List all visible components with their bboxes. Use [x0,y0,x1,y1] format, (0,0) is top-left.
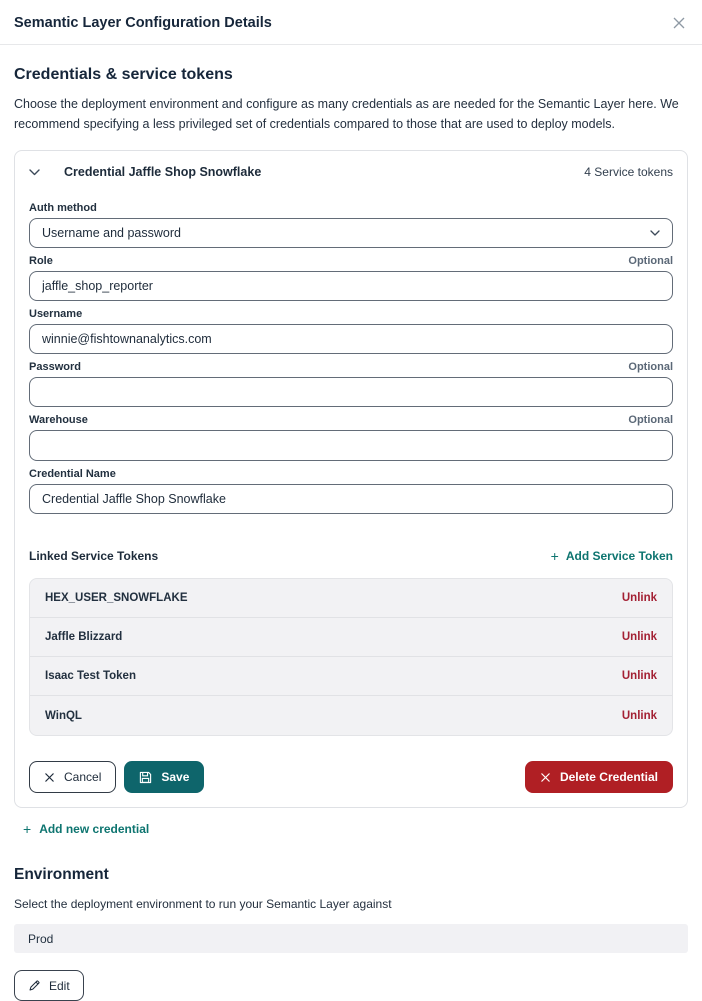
token-name: Jaffle Blizzard [45,631,123,643]
environment-value [14,924,688,953]
token-row [30,618,672,657]
warehouse-field [29,414,673,461]
plus-icon: + [23,821,32,837]
token-row [30,657,672,696]
service-token-list [29,578,673,736]
password-input[interactable] [29,377,673,407]
edit-environment-button[interactable] [14,970,84,1001]
username-field [29,308,673,354]
auth-method-selected-value: Username and password [42,226,181,240]
chevron-down-icon [650,230,660,236]
pencil-icon [28,979,41,992]
role-field [29,255,673,301]
add-new-credential-button[interactable] [23,821,149,837]
warehouse-optional-badge: Optional [628,414,673,426]
cancel-button-label: Cancel [64,770,102,784]
modal-body [0,66,702,1001]
unlink-button[interactable]: Unlink [621,709,657,722]
credential-actions [29,761,673,793]
save-button[interactable] [124,761,204,793]
credential-name-label: Credential Name [29,468,116,480]
cancel-button[interactable] [29,761,116,793]
unlink-button[interactable]: Unlink [621,592,657,604]
add-service-token-button[interactable] [551,548,673,564]
environment-value-text: Prod [28,931,54,946]
edit-button-label: Edit [49,978,70,993]
plus-icon: + [550,548,559,564]
x-icon [44,772,55,783]
token-name: HEX_USER_SNOWFLAKE [45,592,188,604]
credential-card-title: Credential Jaffle Shop Snowflake [64,165,262,179]
credential-name-input[interactable] [29,484,673,514]
save-button-label: Save [161,770,190,784]
password-label: Password [29,361,81,373]
warehouse-label: Warehouse [29,414,88,426]
username-label: Username [29,308,83,320]
linked-tokens-header [29,548,673,564]
credential-fields [29,202,673,514]
environment-heading: Environment [14,866,109,883]
delete-credential-button[interactable] [525,761,673,793]
credential-card [14,150,688,808]
auth-method-select[interactable] [29,218,673,248]
username-input[interactable] [29,324,673,354]
credential-name-field [29,468,673,514]
auth-method-field [29,202,673,248]
save-icon [139,771,152,784]
environment-description: Select the deployment environment to run your Semantic Layer against [14,897,392,911]
modal-header [0,0,702,45]
role-optional-badge: Optional [628,255,673,267]
password-optional-badge: Optional [628,361,673,373]
credentials-section-description: Choose the deployment environment and configure as many credentials as are needed for the Semantic Layer here. We recommend specifying a less privileged set of credentials compared to those that are used to deploy models. [14,97,679,131]
token-row [30,696,672,735]
collapse-chevron-icon[interactable] [29,169,40,176]
close-icon[interactable] [670,14,688,32]
credential-card-header [29,165,673,179]
credentials-section-heading: Credentials & service tokens [14,66,233,83]
delete-credential-label: Delete Credential [559,770,658,784]
token-name: Isaac Test Token [45,670,136,682]
role-input[interactable] [29,271,673,301]
token-name: WinQL [45,709,82,722]
add-new-credential-label: Add new credential [39,822,150,836]
warehouse-input[interactable] [29,430,673,461]
add-service-token-label: Add Service Token [565,549,673,563]
service-token-count: 4 Service tokens [584,165,673,179]
password-field [29,361,673,407]
x-icon [540,772,551,783]
unlink-button[interactable]: Unlink [621,631,657,643]
role-label: Role [29,255,53,267]
linked-tokens-heading: Linked Service Tokens [29,549,159,563]
unlink-button[interactable]: Unlink [621,670,657,682]
auth-method-label: Auth method [29,202,97,214]
token-row [30,579,672,618]
modal-title: Semantic Layer Configuration Details [14,15,272,31]
